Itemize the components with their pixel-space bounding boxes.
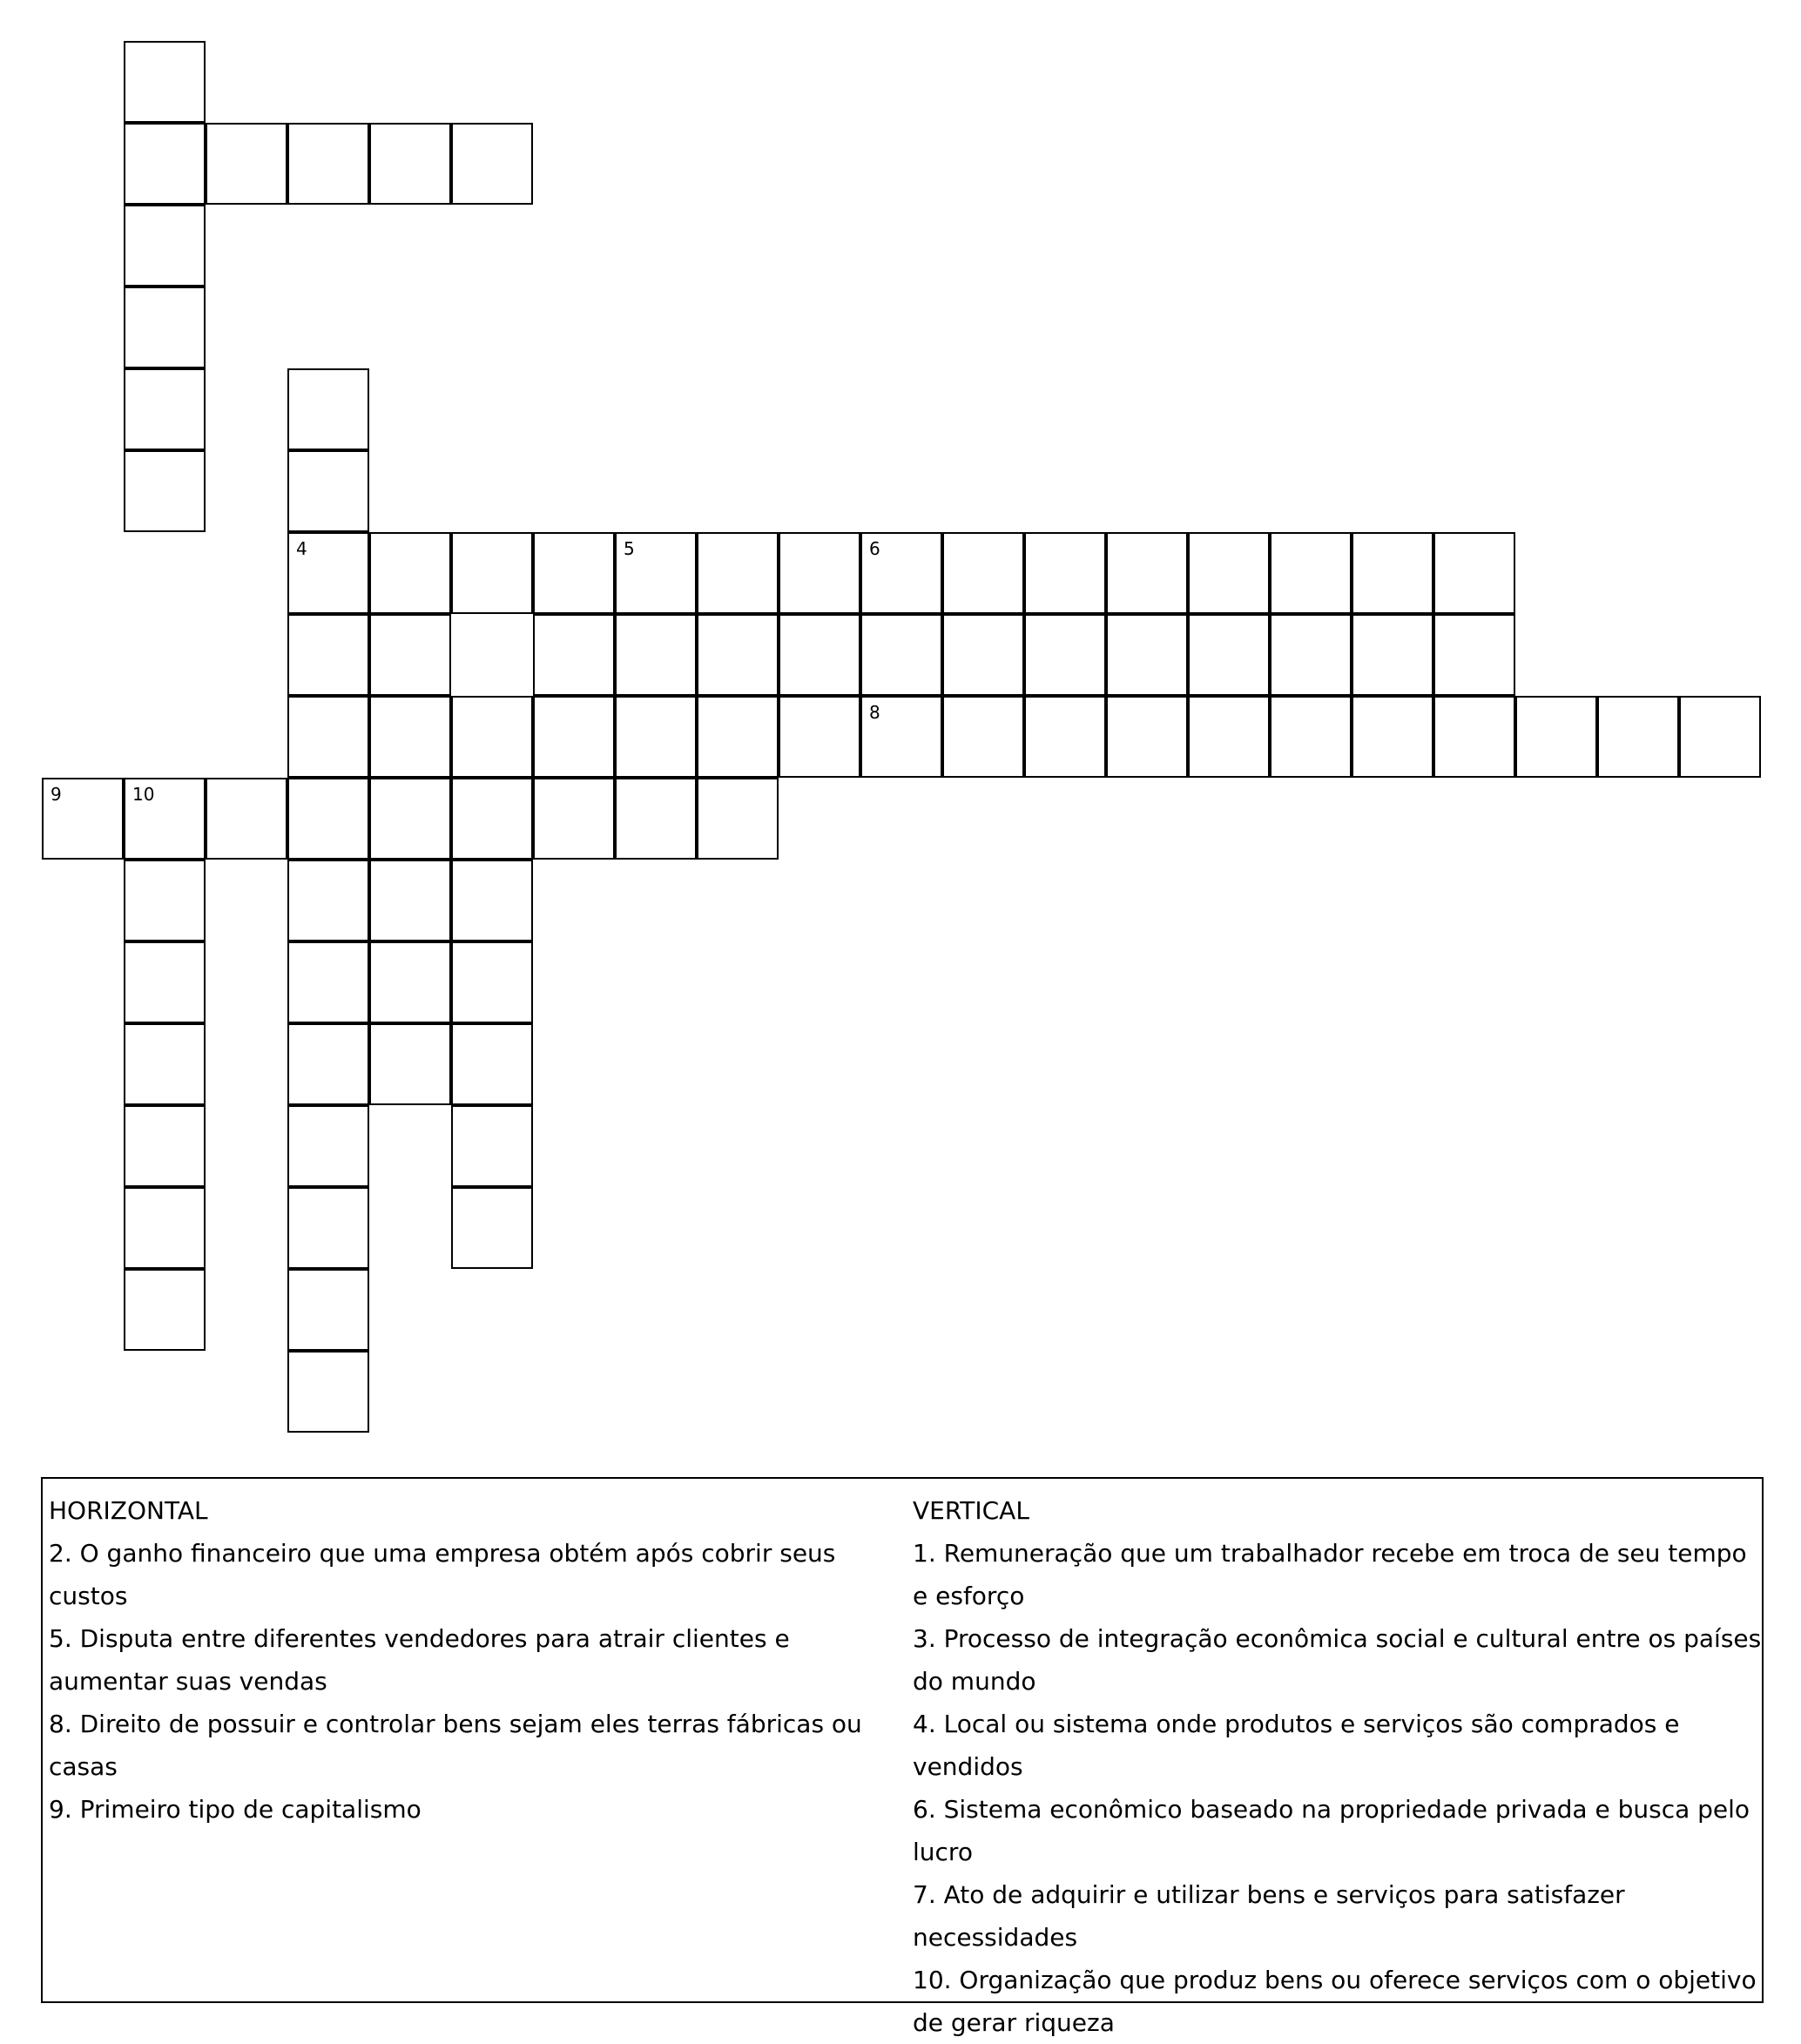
crossword-cell[interactable] (533, 614, 615, 696)
crossword-cell[interactable] (287, 1187, 369, 1269)
crossword-cell[interactable] (287, 1351, 369, 1433)
clues-panel (41, 1477, 1764, 2037)
crossword-cell[interactable] (615, 696, 697, 778)
crossword-cell[interactable] (1024, 532, 1106, 614)
clue-vertical-6: 6. Sistema econômico baseado na propriedade privada e busca pelo lucro (913, 1795, 1750, 1866)
crossword-cell[interactable] (697, 778, 779, 860)
crossword-cell[interactable] (124, 1187, 206, 1269)
clue-vertical-4: 4. Local ou sistema onde produtos e serviços são comprados e vendidos (913, 1710, 1680, 1781)
clue-number: 4 (296, 538, 307, 559)
crossword-cell[interactable] (1188, 696, 1270, 778)
crossword-cell[interactable] (124, 123, 206, 205)
clue-horizontal-9: 9. Primeiro tipo de capitalismo (49, 1795, 422, 1824)
clue-number: 8 (869, 702, 880, 723)
crossword-cell[interactable] (1270, 532, 1352, 614)
crossword-cell[interactable] (287, 614, 369, 696)
vertical-clues (913, 1489, 1762, 2044)
clue-vertical-1: 1. Remuneração que um trabalhador recebe em troca de seu tempo e esforço (913, 1539, 1747, 1610)
crossword-cell[interactable] (1352, 696, 1433, 778)
crossword-cell[interactable] (451, 778, 533, 860)
crossword-cell[interactable] (206, 123, 287, 205)
crossword-cell[interactable] (1352, 614, 1433, 696)
crossword-cell[interactable] (697, 532, 779, 614)
crossword-cell[interactable] (1106, 696, 1188, 778)
crossword-cell[interactable] (451, 696, 533, 778)
crossword-cell[interactable] (124, 941, 206, 1023)
crossword-cell[interactable] (1597, 696, 1679, 778)
crossword-cell[interactable] (287, 532, 369, 614)
clue-vertical-10: 10. Organização que produz bens ou oferece serviços com o objetivo de gerar riqueza (913, 1966, 1757, 2037)
crossword-cell[interactable] (1352, 532, 1433, 614)
crossword-cell[interactable] (533, 778, 615, 860)
crossword-cell[interactable] (124, 1105, 206, 1187)
crossword-cell[interactable] (287, 941, 369, 1023)
crossword-cell[interactable] (287, 1269, 369, 1351)
crossword-cell[interactable] (451, 532, 533, 614)
crossword-cell[interactable] (533, 532, 615, 614)
crossword-cell[interactable] (779, 614, 860, 696)
crossword-cell[interactable] (451, 1023, 533, 1105)
crossword-cell[interactable] (124, 287, 206, 368)
crossword-cell[interactable] (42, 778, 124, 860)
crossword-cell[interactable] (287, 1023, 369, 1105)
crossword-cell[interactable] (779, 532, 860, 614)
crossword-cell[interactable] (124, 205, 206, 287)
crossword-cell[interactable] (533, 696, 615, 778)
clue-horizontal-5: 5. Disputa entre diferentes vendedores para atrair clientes e aumentar suas vendas (49, 1624, 790, 1696)
crossword-cell[interactable] (1106, 614, 1188, 696)
crossword-cell[interactable] (1270, 696, 1352, 778)
crossword-cell[interactable] (124, 41, 206, 123)
horizontal-clues (49, 1489, 911, 1831)
crossword-cell[interactable] (287, 860, 369, 941)
crossword-cell[interactable] (942, 696, 1024, 778)
crossword-cell[interactable] (615, 532, 697, 614)
crossword-cell[interactable] (451, 1105, 533, 1187)
horizontal-heading: HORIZONTAL (49, 1496, 208, 1525)
crossword-cell[interactable] (369, 532, 451, 614)
crossword-cell[interactable] (860, 696, 942, 778)
clue-number: 9 (51, 784, 62, 805)
crossword-cell[interactable] (860, 532, 942, 614)
crossword-cell[interactable] (1188, 614, 1270, 696)
crossword-cell[interactable] (615, 614, 697, 696)
clue-number: 10 (132, 784, 155, 805)
crossword-cell[interactable] (124, 778, 206, 860)
crossword-cell[interactable] (942, 614, 1024, 696)
crossword-cell[interactable] (369, 941, 451, 1023)
crossword-cell[interactable] (697, 614, 779, 696)
crossword-cell[interactable] (369, 860, 451, 941)
crossword-cell[interactable] (860, 614, 942, 696)
crossword-cell[interactable] (124, 1023, 206, 1105)
crossword-cell[interactable] (1433, 696, 1515, 778)
crossword-cell[interactable] (369, 123, 451, 205)
crossword-cell[interactable] (287, 1105, 369, 1187)
crossword-cell[interactable] (697, 696, 779, 778)
crossword-cell[interactable] (124, 450, 206, 532)
clue-number: 6 (869, 538, 880, 559)
crossword-cell[interactable] (124, 368, 206, 450)
clue-vertical-3: 3. Processo de integração econômica social e cultural entre os países do mundo (913, 1624, 1762, 1696)
crossword-cell[interactable] (1433, 614, 1515, 696)
crossword-cell[interactable] (124, 860, 206, 941)
clue-horizontal-2: 2. O ganho financeiro que uma empresa obtém após cobrir seus custos (49, 1539, 836, 1610)
crossword-cell[interactable] (369, 696, 451, 778)
crossword-cell[interactable] (369, 614, 451, 696)
vertical-heading: VERTICAL (913, 1496, 1029, 1525)
crossword-cell[interactable] (1024, 696, 1106, 778)
crossword-cell[interactable] (451, 123, 533, 205)
clue-vertical-7: 7. Ato de adquirir e utilizar bens e serviços para satisfazer necessidades (913, 1880, 1625, 1952)
crossword-cell[interactable] (369, 1023, 451, 1105)
crossword-cell[interactable] (287, 778, 369, 860)
crossword-cell[interactable] (1515, 696, 1597, 778)
crossword-cell[interactable] (779, 696, 860, 778)
crossword-cell[interactable] (1679, 696, 1761, 778)
crossword-cell[interactable] (451, 1187, 533, 1269)
crossword-cell[interactable] (1024, 614, 1106, 696)
crossword-cell[interactable] (287, 368, 369, 450)
clue-horizontal-8: 8. Direito de possuir e controlar bens sejam eles terras fábricas ou casas (49, 1710, 862, 1781)
crossword-cell[interactable] (287, 123, 369, 205)
crossword-cell[interactable] (124, 1269, 206, 1351)
crossword-cell[interactable] (1433, 532, 1515, 614)
crossword-cell[interactable] (1106, 532, 1188, 614)
crossword-cell[interactable] (1270, 614, 1352, 696)
crossword-cell[interactable] (942, 532, 1024, 614)
crossword-cell[interactable] (615, 778, 697, 860)
crossword-cell[interactable] (287, 696, 369, 778)
clue-number: 5 (624, 538, 635, 559)
crossword-cell[interactable] (369, 778, 451, 860)
crossword-cell[interactable] (451, 860, 533, 941)
crossword-cell[interactable] (206, 778, 287, 860)
crossword-cell[interactable] (287, 450, 369, 532)
crossword-cell[interactable] (451, 941, 533, 1023)
crossword-cell[interactable] (1188, 532, 1270, 614)
